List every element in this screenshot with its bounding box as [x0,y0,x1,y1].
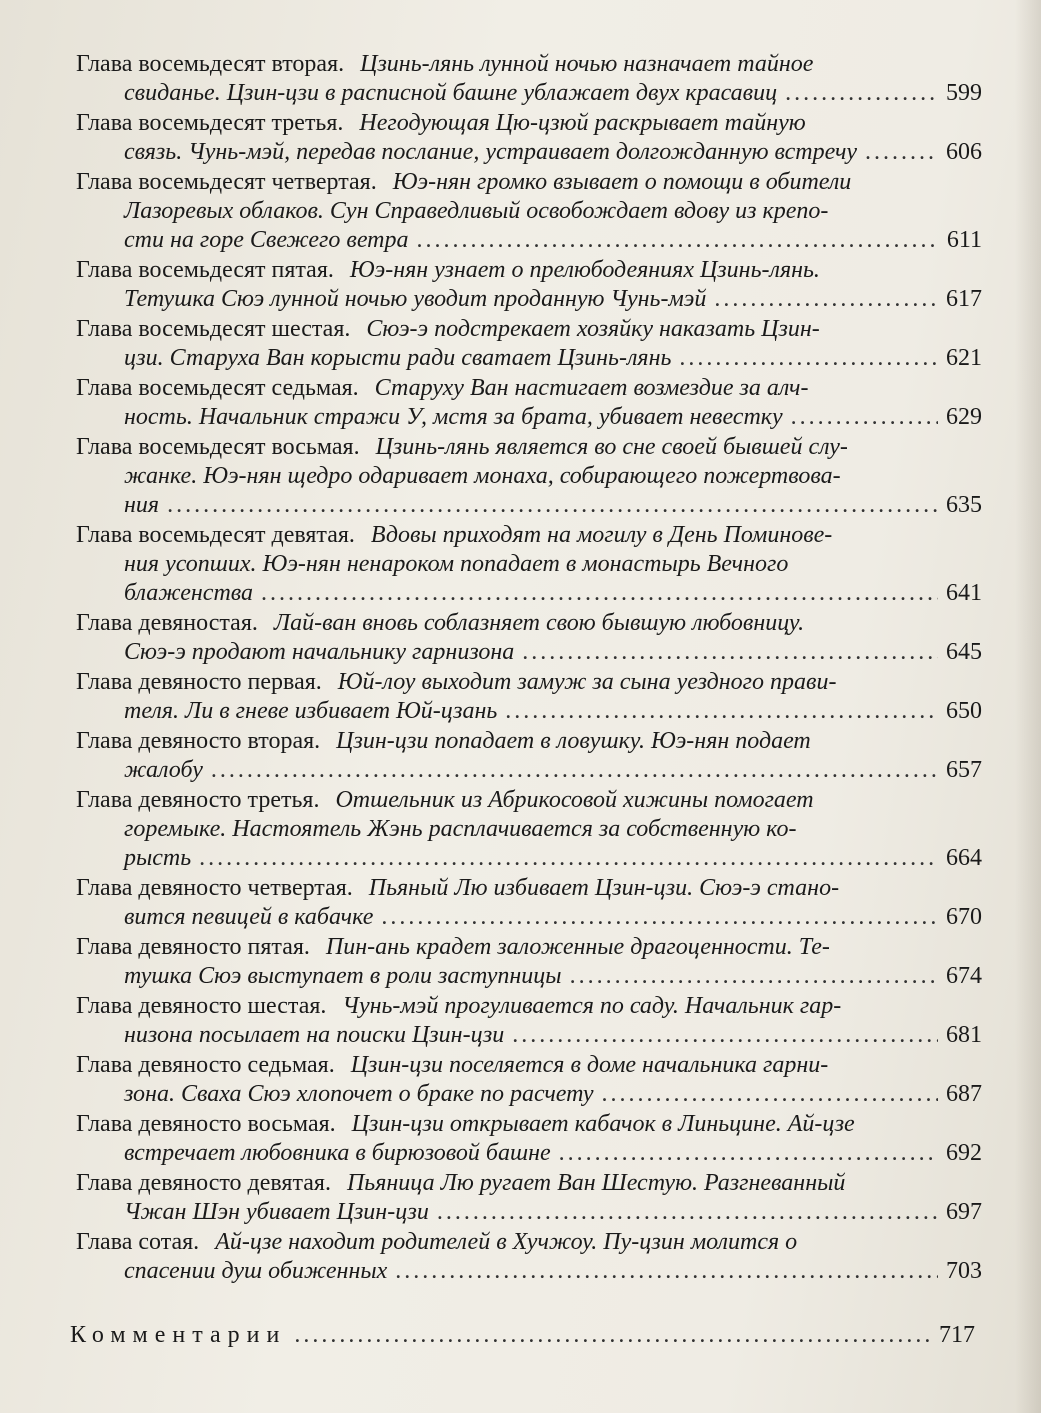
chapter-description: жалобу [124,757,203,783]
toc-line [70,374,982,403]
toc-entry [70,168,982,255]
toc-line [70,609,982,638]
page-number: 641 [946,580,982,606]
leader-dots [381,903,938,932]
chapter-description: Негодующая Цю-цзюй раскрывает тайную [359,110,806,136]
toc-line [70,874,982,903]
toc-line [70,256,982,285]
chapter-description: свиданье. Цзин-цзи в расписной башне ублажает двух красавиц [124,80,778,106]
page-number: 606 [946,139,982,165]
toc-line [70,1021,982,1050]
toc-line [70,1139,982,1168]
comments-entry [70,1322,975,1349]
leader-dots [294,1322,931,1349]
toc-line [70,521,982,550]
leader-dots [570,962,938,991]
leader-dots [211,756,938,785]
chapter-description: сти на горе Свежего ветра [124,227,409,253]
leader-dots [785,79,938,108]
toc-line [70,1257,982,1286]
page-number: 681 [946,1022,982,1048]
chapter-title: Глава девяносто вторая. [76,728,321,754]
chapter-description: Сюэ-э подстрекает хозяйку наказать Цзин- [366,316,820,342]
toc-line [70,903,982,932]
toc-line [70,1051,982,1080]
page-number: 599 [946,80,982,106]
page-number: 692 [946,1140,982,1166]
page-number: 617 [946,286,982,312]
chapter-description: Лазоревых облаков. Сун Справедливый освобождает вдову из крепо- [124,198,829,224]
chapter-description: ность. Начальник стражи У, мстя за брата, убивает невестку [124,404,783,430]
page-number: 611 [946,227,982,253]
chapter-description: Старуху Ван настигает возмездие за алч- [374,375,809,401]
toc-line [70,462,982,491]
toc-line [70,756,982,785]
toc-line [70,226,982,255]
toc-entry [70,727,982,785]
toc-line [70,197,982,226]
toc-line [70,1080,982,1109]
comments-title: Комментарии [70,1322,287,1348]
page-number: 703 [946,1258,982,1284]
chapter-description: Цзинь-лянь лунной ночью назначает тайное [360,51,814,77]
chapter-description: ния [124,492,160,518]
leader-dots [437,1198,938,1227]
chapter-description: встречает любовника в бирюзовой башне [124,1140,551,1166]
chapter-description: блаженства [124,580,254,606]
toc-line [70,79,982,108]
chapter-title: Глава девяносто первая. [76,669,322,695]
chapter-title: Глава девяносто восьмая. [76,1111,336,1137]
toc-entry [70,315,982,373]
chapter-description: Юй-лоу выходит замуж за сына уездного прави- [337,669,837,695]
page-number: 697 [946,1199,982,1225]
leader-dots [395,1257,938,1286]
chapter-description: Тетушка Сюэ лунной ночью уводит проданную Чунь-мэй [124,286,707,312]
toc-line [70,50,982,79]
toc-line [70,1198,982,1227]
toc-line [70,138,982,167]
chapter-description: Цзин-цзи попадает в ловушку. Юэ-нян подает [336,728,811,754]
toc-line [70,403,982,432]
chapter-description: Цзинь-лянь является во сне своей бывшей слу- [375,434,848,460]
chapter-title: Глава девяносто пятая. [76,934,310,960]
toc-line [70,433,982,462]
toc-entry [70,668,982,726]
chapter-title: Глава восемьдесят четвертая. [76,169,377,195]
toc-line [70,1228,982,1257]
chapter-description: жанке. Юэ-нян щедро одаривает монаха, собирающего пожертвова- [124,463,841,489]
chapter-description: Чжан Шэн убивает Цзин-цзи [124,1199,429,1225]
leader-dots [199,844,938,873]
chapter-title: Глава восемьдесят девятая. [76,522,355,548]
page-number: 657 [946,757,982,783]
toc-entry [70,992,982,1050]
page-number: 635 [946,492,982,518]
toc-entry [70,933,982,991]
toc-line [70,579,982,608]
leader-dots [261,579,938,608]
leader-dots [167,491,938,520]
leader-dots [559,1139,938,1168]
chapter-title: Глава девяносто третья. [76,787,320,813]
chapter-title: Глава восемьдесят пятая. [76,257,334,283]
chapter-description: тушка Сюэ выступает в роли заступницы [124,963,562,989]
chapter-title: Глава восемьдесят шестая. [76,316,351,342]
toc-line [70,285,982,314]
toc-line [70,1110,982,1139]
chapter-description: зона. Сваха Сюэ хлопочет о браке по расчету [124,1081,594,1107]
toc-entry [70,109,982,167]
toc-line [70,491,982,520]
leader-dots [791,403,938,432]
chapter-description: цзи. Старуха Ван корысти ради сватает Цзинь-лянь [124,345,672,371]
chapter-description: ния усопших. Юэ-нян ненароком попадает в монастырь Вечного [124,551,789,577]
toc-line [70,697,982,726]
page-edge-shadow [1015,0,1041,1413]
chapter-title: Глава девяносто девятая. [76,1170,331,1196]
chapter-title: Глава восемьдесят третья. [76,110,344,136]
toc-entry [70,1110,982,1168]
toc-entry [70,50,982,108]
leader-dots [417,226,939,255]
leader-dots [512,1021,938,1050]
chapter-description: Чунь-мэй прогуливается по саду. Начальник гар- [342,993,842,1019]
comments-page-number: 717 [939,1322,975,1348]
toc-line [70,1169,982,1198]
chapter-description: Лай-ван вновь соблазняет свою бывшую любовницу. [273,610,805,636]
chapter-title: Глава восемьдесят седьмая. [76,375,359,401]
toc-entry [70,1169,982,1227]
toc-line [70,815,982,844]
toc-entry [70,256,982,314]
toc-line [70,933,982,962]
toc-entry [70,786,982,873]
chapter-description: теля. Ли в гневе избивает Юй-цзань [124,698,498,724]
chapter-description: вится певицей в кабачке [124,904,374,930]
page-number: 645 [946,639,982,665]
toc-line [70,344,982,373]
chapter-description: спасении душ обиженных [124,1258,388,1284]
toc-line [70,668,982,697]
toc-entry [70,374,982,432]
chapter-description: горемыке. Настоятель Жэнь расплачивается за собственную ко- [124,816,797,842]
toc-line [70,962,982,991]
toc-entry [70,1051,982,1109]
leader-dots [865,138,938,167]
page-number: 629 [946,404,982,430]
toc-line [70,638,982,667]
chapter-description: Отшельник из Абрикосовой хижины помогает [335,787,814,813]
toc-line [70,550,982,579]
chapter-title: Глава девяносто четвертая. [76,875,353,901]
chapter-description: Цзин-цзи поселяется в доме начальника гарни- [350,1052,829,1078]
chapter-description: Ай-цзе находит родителей в Хучжоу. Пу-цзин молится о [215,1229,798,1255]
toc-line [70,168,982,197]
chapter-title: Глава восемьдесят восьмая. [76,434,360,460]
page-number: 650 [946,698,982,724]
chapter-description: рысть [124,845,192,871]
page-number: 664 [946,845,982,871]
toc-entry [70,521,982,608]
chapter-description: связь. Чунь-мэй, передав послание, устраивает долгожданную встречу [124,139,858,165]
chapter-description: Пин-ань крадет заложенные драгоценности. Те- [325,934,830,960]
toc-line [70,992,982,1021]
leader-dots [505,697,938,726]
page-number: 687 [946,1081,982,1107]
chapter-description: Юэ-нян узнает о прелюбодеяниях Цзинь-лянь. [349,257,820,283]
chapter-title: Глава девяносто седьмая. [76,1052,335,1078]
page-number: 670 [946,904,982,930]
chapter-description: Пьяный Лю избивает Цзин-цзи. Сюэ-э стано- [368,875,840,901]
toc-entry [70,1228,982,1286]
leader-dots [714,285,938,314]
leader-dots [679,344,938,373]
toc-line [70,109,982,138]
toc-entry [70,433,982,520]
table-of-contents [70,50,982,1287]
chapter-description: низона посылает на поиски Цзин-цзи [124,1022,505,1048]
chapter-title: Глава восемьдесят вторая. [76,51,345,77]
toc-line [70,844,982,873]
toc-line [70,727,982,756]
chapter-description: Цзин-цзи открывает кабачок в Линьцине. Ай-цзе [351,1111,855,1137]
chapter-title: Глава девяносто шестая. [76,993,327,1019]
chapter-title: Глава девяностая. [76,610,258,636]
page-number: 621 [946,345,982,371]
chapter-description: Сюэ-э продают начальнику гарнизона [124,639,515,665]
toc-entry [70,609,982,667]
page-number: 674 [946,963,982,989]
chapter-title: Глава сотая. [76,1229,200,1255]
toc-line [70,315,982,344]
chapter-description: Вдовы приходят на могилу в День Поминове- [370,522,833,548]
toc-entry [70,874,982,932]
leader-dots [522,638,938,667]
chapter-description: Пьяница Лю ругает Ван Шестую. Разгневанный [346,1170,846,1196]
toc-line [70,786,982,815]
leader-dots [602,1080,938,1109]
chapter-description: Юэ-нян громко взывает о помощи в обители [392,169,852,195]
